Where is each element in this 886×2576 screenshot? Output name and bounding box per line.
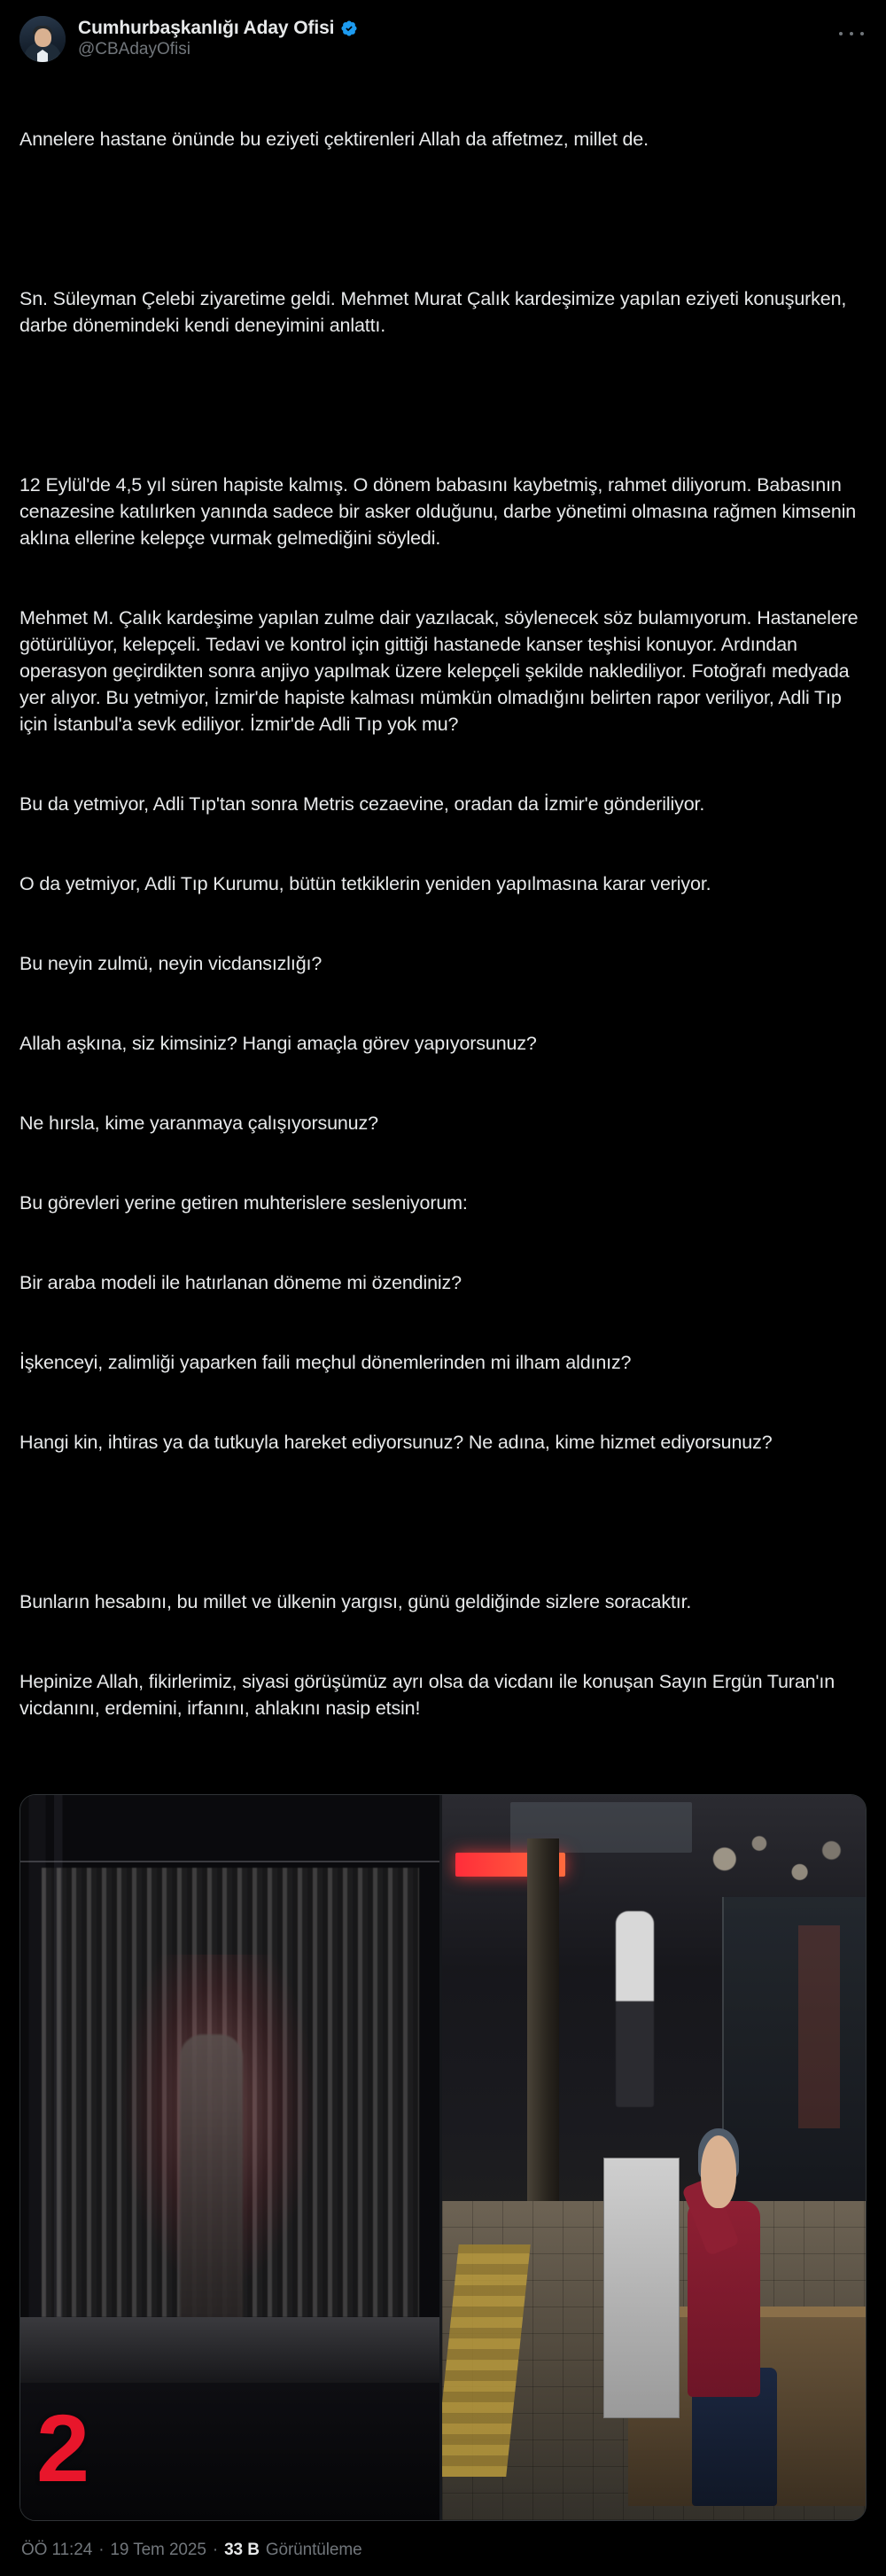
- media-item-left[interactable]: [20, 1795, 439, 2520]
- author-display-name[interactable]: Cumhurbaşkanlığı Aday Ofisi: [78, 18, 335, 39]
- tweet-paragraph-spacer: [19, 1509, 867, 1535]
- tweet-paragraph-spacer: [19, 206, 867, 232]
- tweet-paragraph: Bu da yetmiyor, Adli Tıp'tan sonra Metris cezaevine, oradan da İzmir'e gönderiliyor.: [19, 793, 705, 815]
- avatar-face: [35, 28, 51, 47]
- verified-badge-icon: [340, 20, 358, 37]
- tweet-paragraph: Allah aşkına, siz kimsiniz? Hangi amaçla görev yapıyorsunuz?: [19, 1033, 537, 1054]
- tweet-paragraph: İşkenceyi, zalimliği yaparken faili meçhul dönemlerinden mi ilham aldınız?: [19, 1352, 632, 1373]
- tweet-paragraph: Bu görevleri yerine getiren muhterislere sesleniyorum:: [19, 1192, 468, 1214]
- tweet-header: [19, 12, 867, 71]
- author-block: [78, 16, 358, 62]
- photo-standing-person: [616, 1911, 654, 2107]
- tweet-paragraph-spacer: [19, 392, 867, 418]
- tweet-paragraph: Bir araba modeli ile hatırlanan döneme mi özendiniz?: [19, 1272, 462, 1293]
- views-count: 33 B: [224, 2541, 260, 2559]
- media-overlay-number: 2: [36, 2393, 90, 2502]
- display-name-line: [78, 18, 358, 39]
- footer-separator: ·: [98, 2541, 105, 2559]
- tweet-paragraph: Sn. Süleyman Çelebi ziyaretime geldi. Mehmet Murat Çalık kardeşimize yapılan eziyeti konuşurken, darbe dönemindeki kendi deneyimini anlattı.: [19, 288, 852, 336]
- photo-silhouette: [180, 2034, 243, 2324]
- views-label: Görüntüleme: [265, 2541, 362, 2559]
- tweet-paragraph: O da yetmiyor, Adli Tıp Kurumu, bütün tetkiklerin yeniden yapılmasına karar veriyor.: [19, 873, 711, 894]
- tweet-text: [19, 71, 867, 1775]
- tweet-paragraph: Hangi kin, ihtiras ya da tutkuyla hareket ediyorsunuz? Ne adına, kime hizmet ediyorsunuz?: [19, 1432, 773, 1453]
- tweet-paragraph: Annelere hastane önünde bu eziyeti çektirenleri Allah da affetmez, millet de.: [19, 129, 649, 150]
- tweet-paragraph: Ne hırsla, kime yaranmaya çalışıyorsunuz?: [19, 1112, 378, 1134]
- tweet-paragraph: Bu neyin zulmü, neyin vicdansızlığı?: [19, 953, 323, 974]
- tweet-paragraph: Mehmet M. Çalık kardeşime yapılan zulme dair yazılacak, söylenecek söz bulamıyorum. Hastanelere götürülüyor, kelepçeli. Tedavi ve kontrol için gittiği hastanede kanser teşhisi konuyor. Ardından operasyon geçirdikten sonra anjiyo yapılmak üzere kelepçeli şekilde naklediliyor. Fotoğrafı medyada yer alıyor. Bu yetmiyor, İzmir'de hapiste kalması mümkün olmadığını belirten rapor veriliyor, Adli Tıp için İstanbul'a sevk ediliyor. İzmir'de Adli Tıp yok mu?: [19, 607, 864, 735]
- tweet-footer: [19, 2521, 867, 2576]
- woman-sitting-outside-hospital-photo: [442, 1795, 866, 2520]
- tweet-paragraph: 12 Eylül'de 4,5 yıl süren hapiste kalmış. O dönem babasını kaybetmiş, rahmet diliyorum. Babasının cenazesine katılırken yanında sadece bir asker olduğunu, darbe yönetimi olmasına rağmen kimsenin aklına ellerine kelepçe vurmak gelmediğini söyledi.: [19, 474, 861, 549]
- tweet-paragraph: Bunların hesabını, bu millet ve ülkenin yargısı, günü geldiğinde sizlere soracaktır.: [19, 1591, 692, 1612]
- tweet-media-grid[interactable]: [19, 1794, 867, 2521]
- tweet-paragraph: Hepinize Allah, fikirlerimiz, siyasi görüşümüz ayrı olsa da vicdanı ile konuşan Sayın Ergün Turan'ın vicdanını, erdemini, irfanını, ahlakını nasip etsin!: [19, 1671, 840, 1719]
- avatar[interactable]: [19, 16, 66, 62]
- author-handle[interactable]: @CBAdayOfisi: [78, 40, 190, 59]
- photo-white-cabinet: [603, 2158, 680, 2418]
- photo-ledge: [20, 2317, 439, 2383]
- media-item-right[interactable]: [442, 1795, 866, 2520]
- more-options-icon[interactable]: [836, 23, 867, 44]
- photo-frame-line: [20, 1861, 439, 1862]
- tweet-time: ÖÖ 11:24: [21, 2541, 93, 2559]
- footer-separator: ·: [212, 2541, 219, 2559]
- photo-woman-head: [701, 2135, 737, 2208]
- tweet-date: 19 Tem 2025: [110, 2541, 206, 2559]
- photo-glass-reflection: [798, 1925, 841, 2128]
